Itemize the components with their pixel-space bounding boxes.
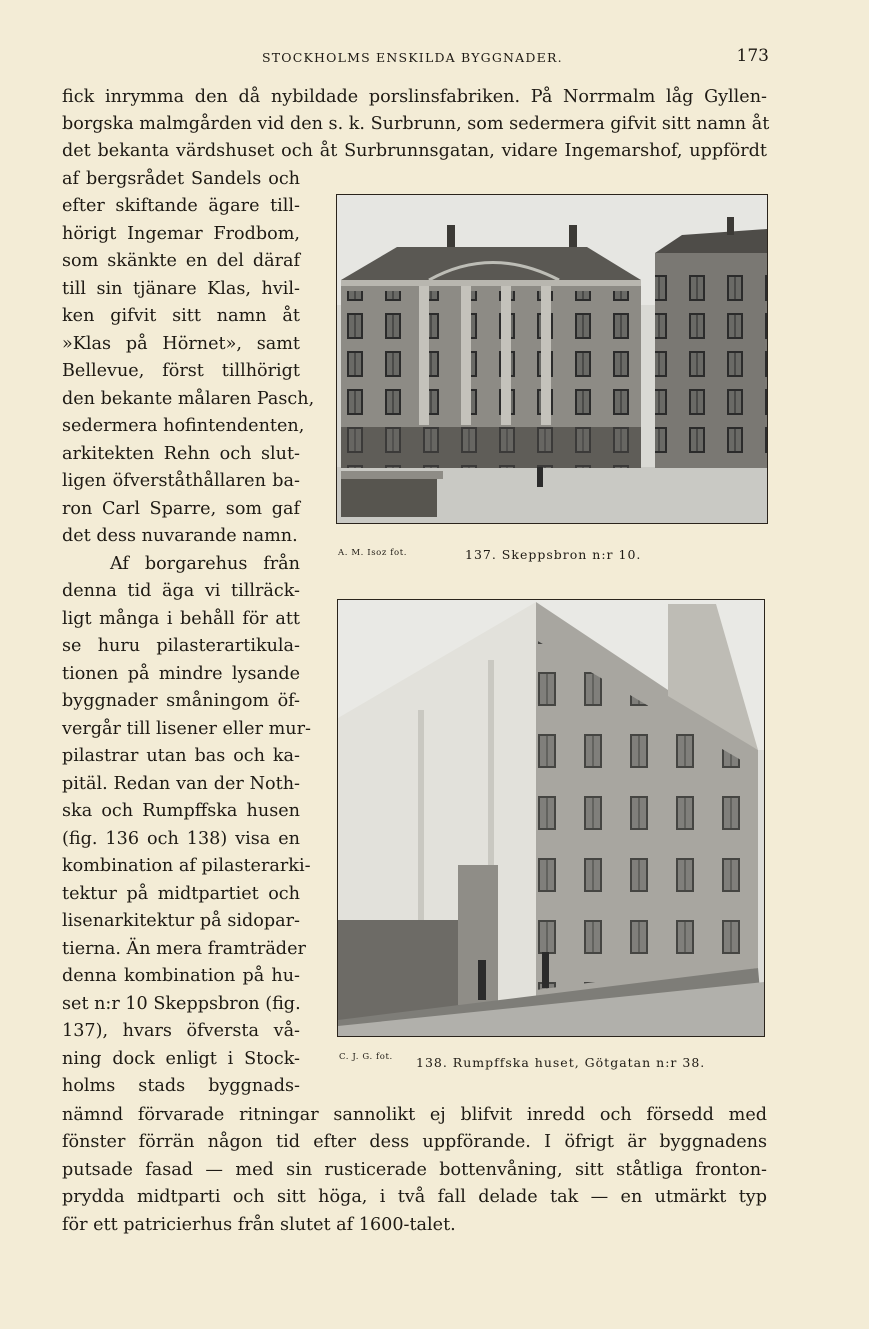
- text-line: holms stads byggnads-: [62, 1076, 300, 1096]
- text-line: 137), hvars öfversta vå-: [62, 1021, 300, 1041]
- text-line: fönster förrän någon tid efter dess uppförande. I öfrigt är byggnadens: [62, 1132, 767, 1152]
- text-line: Af borgarehus från: [110, 554, 300, 574]
- text-line: lisenarkitektur på sidopar-: [62, 911, 300, 931]
- text-line: Bellevue, först tillhörigt: [62, 361, 300, 381]
- text-line: pilastrar utan bas och ka-: [62, 746, 300, 766]
- text-line: borgska malmgården vid den s. k. Surbrunn, som sedermera gifvit sitt namn åt: [62, 114, 770, 134]
- text-line: tionen på mindre lysande: [62, 664, 300, 684]
- building-photo-illustration: [338, 600, 764, 1036]
- text-line: till sin tjänare Klas, hvil-: [62, 279, 300, 299]
- running-header: [0, 48, 869, 68]
- text-line: fick inrymma den då nybildade porslinsfabriken. På Norrmalm låg Gyllen-: [62, 87, 767, 107]
- text-line: sedermera hofintendenten,: [62, 416, 305, 436]
- text-line: ligen öfverståthållaren ba-: [62, 471, 300, 491]
- text-line: prydda midtparti och sitt höga, i två fall delade tak — en utmärkt typ: [62, 1187, 767, 1207]
- text-line: efter skiftande ägare till-: [62, 196, 300, 216]
- text-line: hörigt Ingemar Frodbom,: [62, 224, 300, 244]
- text-line: af bergsrådet Sandels och: [62, 169, 300, 189]
- figure-caption: 138. Rumpffska huset, Götgatan n:r 38.: [416, 1055, 706, 1070]
- text-line: den bekante målaren Pasch,: [62, 389, 315, 409]
- text-line: ska och Rumpffska husen: [62, 801, 300, 821]
- text-line: kombination af pilasterarki-: [62, 856, 311, 876]
- text-line: som skänkte en del däraf: [62, 251, 300, 271]
- text-line: se huru pilasterartikula-: [62, 636, 300, 656]
- text-line: set n:r 10 Skeppsbron (fig.: [62, 994, 301, 1014]
- page-number: 173: [736, 46, 769, 66]
- text-line: putsade fasad — med sin rusticerade bottenvåning, sitt ståtliga fronton-: [62, 1160, 767, 1180]
- text-line: tektur på midtpartiet och: [62, 884, 300, 904]
- text-line: denna tid äga vi tillräck-: [62, 581, 300, 601]
- text-line: det bekanta värdshuset och åt Surbrunnsgatan, vidare Ingemarshof, uppfördt: [62, 141, 767, 161]
- text-line: arkitekten Rehn och slut-: [62, 444, 300, 464]
- text-line: byggnader småningom öf-: [62, 691, 300, 711]
- building-photo-illustration: [337, 195, 767, 523]
- text-line: för ett patricierhus från slutet af 1600-talet.: [62, 1215, 456, 1235]
- figure-caption: 137. Skeppsbron n:r 10.: [465, 547, 642, 562]
- text-line: denna kombination på hu-: [62, 966, 300, 986]
- text-line: ron Carl Sparre, som gaf: [62, 499, 300, 519]
- figure-137-photo: [336, 194, 768, 524]
- text-line: ken gifvit sitt namn åt: [62, 306, 300, 326]
- running-title: STOCKHOLMS ENSKILDA BYGGNADER.: [262, 50, 563, 65]
- text-line: vergår till lisener eller mur-: [62, 719, 311, 739]
- text-line: »Klas på Hörnet», samt: [62, 334, 300, 354]
- text-line: ning dock enligt i Stock-: [62, 1049, 300, 1069]
- photo-credit: C. J. G. fot.: [339, 1052, 393, 1062]
- text-line: det dess nuvarande namn.: [62, 526, 298, 546]
- text-line: pitäl. Redan van der Noth-: [62, 774, 300, 794]
- photo-credit: A. M. Isoz fot.: [338, 548, 408, 558]
- text-line: ligt många i behåll för att: [62, 609, 300, 629]
- text-line: (fig. 136 och 138) visa en: [62, 829, 300, 849]
- text-line: nämnd förvarade ritningar sannolikt ej blifvit inredd och försedd med: [62, 1105, 767, 1125]
- figure-138-photo: [337, 599, 765, 1037]
- text-line: tierna. Än mera framträder: [62, 939, 306, 959]
